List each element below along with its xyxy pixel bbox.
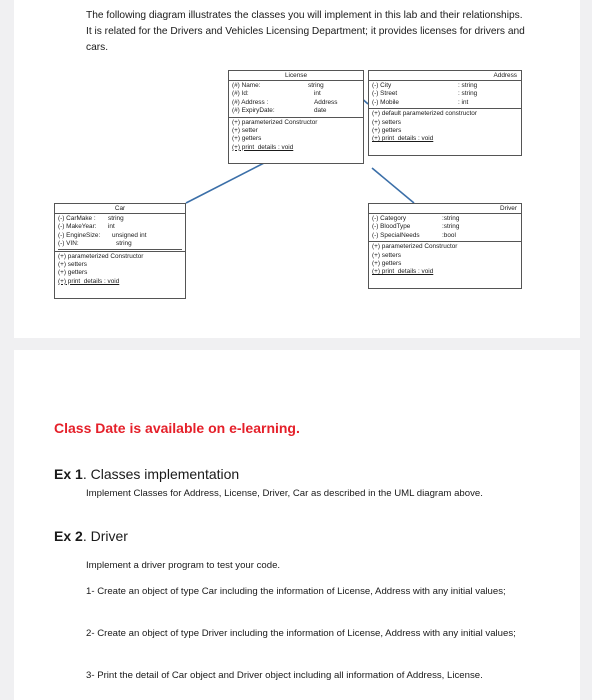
address-methods xyxy=(369,109,521,145)
license-attr-row xyxy=(232,99,360,107)
car-method-row: (+) parameterized Constructor xyxy=(58,252,144,260)
driver-methods xyxy=(369,242,521,278)
attr-name: (#) Name: xyxy=(232,82,261,89)
attr-type: string xyxy=(116,240,132,248)
document-page-1 xyxy=(14,0,580,338)
address-method-row: (+) setters xyxy=(372,118,401,126)
attr-name: (-) Mobile xyxy=(372,98,399,106)
car-method-row: (+) getters xyxy=(58,269,88,277)
attr-name: (-) BloodType xyxy=(372,223,411,231)
driver-class-box xyxy=(368,203,522,289)
address-attr-row xyxy=(372,90,518,98)
driver-method-row: (+) print_details : void xyxy=(372,268,434,276)
attr-name: (#) Id: xyxy=(232,90,249,98)
driver-address-association xyxy=(372,168,414,203)
attr-type: Address xyxy=(314,98,338,106)
attr-name: (-) City xyxy=(372,82,392,89)
ex2-title: . Driver xyxy=(82,528,128,544)
attr-name: (-) Street xyxy=(372,90,398,98)
attr-name: (#) Address : xyxy=(232,98,269,106)
license-method-row: (+) getters xyxy=(232,135,262,143)
attr-type: string xyxy=(308,82,324,89)
car-class-title: Car xyxy=(55,204,185,214)
ex2-item-1: 1- Create an object of type Car including the information of License, Address with any initial values; xyxy=(86,586,506,597)
car-methods xyxy=(55,252,185,288)
address-method-row: (+) getters xyxy=(372,126,402,134)
driver-attributes xyxy=(369,214,521,242)
attr-type: :string xyxy=(442,215,460,222)
ex2-heading xyxy=(54,528,128,544)
address-attr-row xyxy=(372,82,518,90)
ex2-item-2: 2- Create an object of type Driver including the information of License, Address with any initial values; xyxy=(86,628,516,639)
attr-type: :string xyxy=(442,223,460,231)
car-attr-row xyxy=(58,240,182,249)
attr-name: (-) CarMake : xyxy=(58,215,96,222)
license-method-row: (+) setter xyxy=(232,126,258,134)
license-methods xyxy=(229,118,363,154)
attr-type: : int xyxy=(458,98,469,106)
attr-name: (-) EngineSize: xyxy=(58,231,101,239)
license-attr-row xyxy=(232,82,360,90)
car-class-box xyxy=(54,203,186,299)
attr-type: :bool xyxy=(442,231,456,239)
license-class-title: License xyxy=(229,71,363,81)
attr-name: (-) MakeYear: xyxy=(58,223,97,231)
ex2-intro: Implement a driver program to test your code. xyxy=(86,560,281,571)
car-attr-row xyxy=(58,215,182,223)
driver-attr-row xyxy=(372,215,518,223)
document-page-2 xyxy=(14,350,580,700)
attr-type: unsigned int xyxy=(112,231,147,239)
ex1-number: Ex 1 xyxy=(54,466,83,482)
license-method-row: (+) parameterized Constructor xyxy=(232,118,318,126)
car-attr-row xyxy=(58,232,182,240)
address-method-row: (+) default parameterized constructor xyxy=(372,110,477,118)
attr-type: date xyxy=(314,107,327,115)
car-license-association xyxy=(186,162,266,203)
address-attributes xyxy=(369,81,521,109)
ex1-heading xyxy=(54,466,239,482)
intro-paragraph: The following diagram illustrates the classes you will implement in this lab and their relationships. It is related for the Drivers and Vehicles Licensing Department; it provides licenses for drivers and cars. xyxy=(86,10,525,53)
attr-type: int xyxy=(108,223,115,231)
ex2-item-3: 3- Print the detail of Car object and Driver object including all information of Address, License. xyxy=(86,670,483,681)
ex2-number: Ex 2 xyxy=(54,528,83,544)
car-method-row: (+) setters xyxy=(58,260,87,268)
car-attr-row xyxy=(58,223,182,231)
attr-type: : string xyxy=(458,90,478,98)
license-class-box xyxy=(228,70,364,164)
address-method-row: (+) print_details : void xyxy=(372,135,434,143)
class-date-notice: Class Date is available on e-learning. xyxy=(54,420,300,436)
attr-name: (-) Category xyxy=(372,215,407,222)
driver-method-row: (+) getters xyxy=(372,259,402,267)
car-attributes xyxy=(55,214,185,252)
driver-method-row: (+) parameterized Constructor xyxy=(372,243,458,251)
license-attributes xyxy=(229,81,363,118)
ex1-body: Implement Classes for Address, License, Driver, Car as described in the UML diagram above. xyxy=(86,488,483,499)
address-class-title: Address xyxy=(369,71,521,81)
attr-type: int xyxy=(314,90,321,98)
attr-name: (#) ExpiryDate: xyxy=(232,107,275,115)
car-method-row: (+) print_details : void xyxy=(58,277,120,285)
address-attr-row xyxy=(372,99,518,107)
driver-attr-row xyxy=(372,223,518,231)
license-method-row: (+) print_details : void xyxy=(232,143,294,151)
driver-class-title: Driver xyxy=(369,204,521,214)
ex1-title: . Classes implementation xyxy=(82,466,240,482)
driver-attr-row xyxy=(372,232,518,240)
driver-method-row: (+) setters xyxy=(372,251,401,259)
license-attr-row xyxy=(232,107,360,115)
attr-type: string xyxy=(108,215,124,222)
attr-name: (-) VIN: xyxy=(58,240,79,248)
license-attr-row xyxy=(232,90,360,98)
attr-type: : string xyxy=(458,82,478,89)
attr-name: (-) SpecialNeeds xyxy=(372,231,420,239)
address-class-box xyxy=(368,70,522,156)
